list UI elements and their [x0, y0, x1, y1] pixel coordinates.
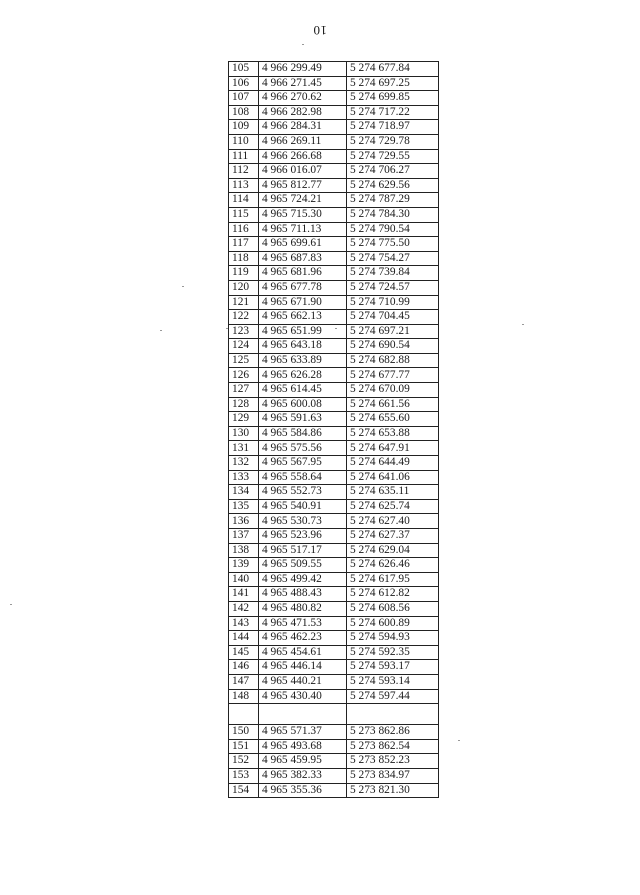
point-number-cell: 124 — [229, 339, 259, 354]
y-coordinate-cell: 5 274 704.45 — [347, 310, 439, 325]
coordinates-table-body-bottom — [229, 725, 439, 798]
point-number-cell: 121 — [229, 295, 259, 310]
x-coordinate-cell: 4 965 671.90 — [259, 295, 347, 310]
table-row — [229, 76, 439, 91]
table-row — [229, 499, 439, 514]
y-coordinate-cell: 5 274 612.82 — [347, 587, 439, 602]
x-coordinate-cell: 4 965 651.99 — [259, 324, 347, 339]
table-row — [229, 266, 439, 281]
point-number-cell: 105 — [229, 62, 259, 77]
table-row — [229, 397, 439, 412]
x-coordinate-cell: 4 965 567.95 — [259, 456, 347, 471]
y-coordinate-cell: 5 274 629.56 — [347, 178, 439, 193]
y-coordinate-cell: 5 274 790.54 — [347, 222, 439, 237]
table-gap-row — [229, 704, 439, 725]
x-coordinate-cell: 4 965 715.30 — [259, 207, 347, 222]
x-coordinate-cell: 4 966 284.31 — [259, 120, 347, 135]
x-coordinate-cell: 4 965 633.89 — [259, 353, 347, 368]
x-coordinate-cell: 4 965 643.18 — [259, 339, 347, 354]
y-coordinate-cell: 5 273 852.23 — [347, 754, 439, 769]
point-number-cell: 128 — [229, 397, 259, 412]
table-row — [229, 251, 439, 266]
table-row — [229, 558, 439, 573]
y-coordinate-cell: 5 274 597.44 — [347, 689, 439, 704]
y-coordinate-cell: 5 274 641.06 — [347, 470, 439, 485]
y-coordinate-cell: 5 273 862.86 — [347, 725, 439, 740]
point-number-cell: 111 — [229, 149, 259, 164]
x-coordinate-cell: 4 965 614.45 — [259, 383, 347, 398]
point-number-cell: 153 — [229, 768, 259, 783]
scan-speck — [302, 44, 304, 45]
table-row — [229, 310, 439, 325]
table-row — [229, 689, 439, 704]
point-number-cell: 139 — [229, 558, 259, 573]
y-coordinate-cell: 5 274 653.88 — [347, 426, 439, 441]
table-row — [229, 601, 439, 616]
y-coordinate-cell: 5 274 635.11 — [347, 485, 439, 500]
x-coordinate-cell: 4 965 355.36 — [259, 783, 347, 798]
y-coordinate-cell: 5 274 627.37 — [347, 529, 439, 544]
point-number-cell: 107 — [229, 91, 259, 106]
table-row — [229, 134, 439, 149]
point-number-cell: 151 — [229, 739, 259, 754]
table-row — [229, 441, 439, 456]
x-coordinate-cell: 4 965 480.82 — [259, 601, 347, 616]
table-row — [229, 572, 439, 587]
y-coordinate-cell: 5 274 699.85 — [347, 91, 439, 106]
point-number-cell: 120 — [229, 280, 259, 295]
y-coordinate-cell: 5 274 677.84 — [347, 62, 439, 77]
table-row — [229, 616, 439, 631]
x-coordinate-cell: 4 965 446.14 — [259, 660, 347, 675]
table-row — [229, 164, 439, 179]
gap-cell — [347, 704, 439, 725]
point-number-cell: 132 — [229, 456, 259, 471]
y-coordinate-cell: 5 274 784.30 — [347, 207, 439, 222]
x-coordinate-cell: 4 965 523.96 — [259, 529, 347, 544]
y-coordinate-cell: 5 273 834.97 — [347, 768, 439, 783]
x-coordinate-cell: 4 965 471.53 — [259, 616, 347, 631]
point-number-cell: 115 — [229, 207, 259, 222]
table-row — [229, 237, 439, 252]
y-coordinate-cell: 5 274 592.35 — [347, 645, 439, 660]
scan-speck — [335, 328, 337, 329]
x-coordinate-cell: 4 965 517.17 — [259, 543, 347, 558]
point-number-cell: 140 — [229, 572, 259, 587]
x-coordinate-cell: 4 965 575.56 — [259, 441, 347, 456]
point-number-cell: 112 — [229, 164, 259, 179]
point-number-cell: 154 — [229, 783, 259, 798]
point-number-cell: 131 — [229, 441, 259, 456]
y-coordinate-cell: 5 273 862.54 — [347, 739, 439, 754]
point-number-cell: 133 — [229, 470, 259, 485]
y-coordinate-cell: 5 274 718.97 — [347, 120, 439, 135]
y-coordinate-cell: 5 274 697.25 — [347, 76, 439, 91]
table-row — [229, 368, 439, 383]
table-row — [229, 631, 439, 646]
x-coordinate-cell: 4 965 812.77 — [259, 178, 347, 193]
table-row — [229, 739, 439, 754]
x-coordinate-cell: 4 965 571.37 — [259, 725, 347, 740]
point-number-cell: 145 — [229, 645, 259, 660]
table-row — [229, 178, 439, 193]
point-number-cell: 106 — [229, 76, 259, 91]
table-row — [229, 207, 439, 222]
x-coordinate-cell: 4 965 699.61 — [259, 237, 347, 252]
scan-speck — [458, 740, 460, 741]
scan-speck — [160, 330, 162, 331]
y-coordinate-cell: 5 274 608.56 — [347, 601, 439, 616]
point-number-cell: 136 — [229, 514, 259, 529]
y-coordinate-cell: 5 274 617.95 — [347, 572, 439, 587]
y-coordinate-cell: 5 274 677.77 — [347, 368, 439, 383]
point-number-cell: 129 — [229, 412, 259, 427]
table-row — [229, 353, 439, 368]
table-row — [229, 514, 439, 529]
table-row — [229, 529, 439, 544]
x-coordinate-cell: 4 965 454.61 — [259, 645, 347, 660]
point-number-cell: 122 — [229, 310, 259, 325]
scan-speck — [226, 328, 228, 329]
y-coordinate-cell: 5 274 644.49 — [347, 456, 439, 471]
point-number-cell: 110 — [229, 134, 259, 149]
table-row — [229, 543, 439, 558]
table-row — [229, 456, 439, 471]
y-coordinate-cell: 5 274 655.60 — [347, 412, 439, 427]
point-number-cell: 127 — [229, 383, 259, 398]
point-number-cell: 144 — [229, 631, 259, 646]
scan-speck — [182, 286, 184, 287]
x-coordinate-cell: 4 965 591.63 — [259, 412, 347, 427]
x-coordinate-cell: 4 966 270.62 — [259, 91, 347, 106]
y-coordinate-cell: 5 274 787.29 — [347, 193, 439, 208]
table-row — [229, 587, 439, 602]
point-number-cell: 126 — [229, 368, 259, 383]
point-number-cell: 119 — [229, 266, 259, 281]
table-row — [229, 768, 439, 783]
table-row — [229, 383, 439, 398]
table-row — [229, 149, 439, 164]
x-coordinate-cell: 4 965 509.55 — [259, 558, 347, 573]
table-row — [229, 120, 439, 135]
table-row — [229, 725, 439, 740]
point-number-cell: 108 — [229, 105, 259, 120]
coordinates-table-gap — [229, 704, 439, 725]
point-number-cell: 143 — [229, 616, 259, 631]
table-row — [229, 754, 439, 769]
y-coordinate-cell: 5 274 627.40 — [347, 514, 439, 529]
point-number-cell: 117 — [229, 237, 259, 252]
point-number-cell: 150 — [229, 725, 259, 740]
table-row — [229, 339, 439, 354]
y-coordinate-cell: 5 274 682.88 — [347, 353, 439, 368]
point-number-cell: 138 — [229, 543, 259, 558]
table-row — [229, 324, 439, 339]
y-coordinate-cell: 5 274 593.17 — [347, 660, 439, 675]
y-coordinate-cell: 5 274 626.46 — [347, 558, 439, 573]
y-coordinate-cell: 5 274 594.93 — [347, 631, 439, 646]
y-coordinate-cell: 5 274 697.21 — [347, 324, 439, 339]
page-number: 10 — [313, 23, 327, 38]
point-number-cell: 114 — [229, 193, 259, 208]
y-coordinate-cell: 5 274 670.09 — [347, 383, 439, 398]
x-coordinate-cell: 4 965 430.40 — [259, 689, 347, 704]
x-coordinate-cell: 4 965 499.42 — [259, 572, 347, 587]
y-coordinate-cell: 5 274 729.78 — [347, 134, 439, 149]
point-number-cell: 146 — [229, 660, 259, 675]
x-coordinate-cell: 4 966 269.11 — [259, 134, 347, 149]
x-coordinate-cell: 4 965 724.21 — [259, 193, 347, 208]
coordinates-table-body-top — [229, 62, 439, 704]
table-row — [229, 91, 439, 106]
point-number-cell: 130 — [229, 426, 259, 441]
x-coordinate-cell: 4 965 459.95 — [259, 754, 347, 769]
x-coordinate-cell: 4 965 488.43 — [259, 587, 347, 602]
table-row — [229, 485, 439, 500]
point-number-cell: 116 — [229, 222, 259, 237]
point-number-cell: 118 — [229, 251, 259, 266]
point-number-cell: 147 — [229, 674, 259, 689]
point-number-cell: 141 — [229, 587, 259, 602]
point-number-cell: 125 — [229, 353, 259, 368]
y-coordinate-cell: 5 274 729.55 — [347, 149, 439, 164]
point-number-cell: 152 — [229, 754, 259, 769]
x-coordinate-cell: 4 965 382.33 — [259, 768, 347, 783]
x-coordinate-cell: 4 966 299.49 — [259, 62, 347, 77]
scan-speck — [522, 324, 524, 325]
table-row — [229, 645, 439, 660]
x-coordinate-cell: 4 965 626.28 — [259, 368, 347, 383]
table-row — [229, 105, 439, 120]
x-coordinate-cell: 4 965 530.73 — [259, 514, 347, 529]
x-coordinate-cell: 4 965 711.13 — [259, 222, 347, 237]
table-row — [229, 280, 439, 295]
x-coordinate-cell: 4 965 540.91 — [259, 499, 347, 514]
table-row — [229, 660, 439, 675]
y-coordinate-cell: 5 274 724.57 — [347, 280, 439, 295]
point-number-cell: 135 — [229, 499, 259, 514]
table-row — [229, 222, 439, 237]
point-number-cell: 113 — [229, 178, 259, 193]
x-coordinate-cell: 4 966 282.98 — [259, 105, 347, 120]
table-row — [229, 295, 439, 310]
x-coordinate-cell: 4 965 584.86 — [259, 426, 347, 441]
table-row — [229, 783, 439, 798]
x-coordinate-cell: 4 966 271.45 — [259, 76, 347, 91]
y-coordinate-cell: 5 274 647.91 — [347, 441, 439, 456]
point-number-cell: 123 — [229, 324, 259, 339]
x-coordinate-cell: 4 965 662.13 — [259, 310, 347, 325]
x-coordinate-cell: 4 965 558.64 — [259, 470, 347, 485]
y-coordinate-cell: 5 273 821.30 — [347, 783, 439, 798]
y-coordinate-cell: 5 274 710.99 — [347, 295, 439, 310]
table-row — [229, 412, 439, 427]
y-coordinate-cell: 5 274 706.27 — [347, 164, 439, 179]
y-coordinate-cell: 5 274 600.89 — [347, 616, 439, 631]
table-row — [229, 470, 439, 485]
y-coordinate-cell: 5 274 717.22 — [347, 105, 439, 120]
point-number-cell: 137 — [229, 529, 259, 544]
x-coordinate-cell: 4 965 681.96 — [259, 266, 347, 281]
table-row — [229, 674, 439, 689]
point-number-cell: 109 — [229, 120, 259, 135]
y-coordinate-cell: 5 274 629.04 — [347, 543, 439, 558]
y-coordinate-cell: 5 274 754.27 — [347, 251, 439, 266]
x-coordinate-cell: 4 966 266.68 — [259, 149, 347, 164]
y-coordinate-cell: 5 274 690.54 — [347, 339, 439, 354]
point-number-cell: 148 — [229, 689, 259, 704]
x-coordinate-cell: 4 965 552.73 — [259, 485, 347, 500]
point-number-cell: 142 — [229, 601, 259, 616]
x-coordinate-cell: 4 965 677.78 — [259, 280, 347, 295]
x-coordinate-cell: 4 965 493.68 — [259, 739, 347, 754]
table-row — [229, 426, 439, 441]
gap-cell — [259, 704, 347, 725]
y-coordinate-cell: 5 274 739.84 — [347, 266, 439, 281]
gap-cell — [229, 704, 259, 725]
table-row — [229, 62, 439, 77]
x-coordinate-cell: 4 965 462.23 — [259, 631, 347, 646]
x-coordinate-cell: 4 965 440.21 — [259, 674, 347, 689]
x-coordinate-cell: 4 965 687.83 — [259, 251, 347, 266]
y-coordinate-cell: 5 274 661.56 — [347, 397, 439, 412]
y-coordinate-cell: 5 274 593.14 — [347, 674, 439, 689]
y-coordinate-cell: 5 274 775.50 — [347, 237, 439, 252]
table-row — [229, 193, 439, 208]
scan-speck — [10, 604, 12, 605]
y-coordinate-cell: 5 274 625.74 — [347, 499, 439, 514]
coordinates-table — [228, 61, 439, 798]
x-coordinate-cell: 4 966 016.07 — [259, 164, 347, 179]
point-number-cell: 134 — [229, 485, 259, 500]
x-coordinate-cell: 4 965 600.08 — [259, 397, 347, 412]
